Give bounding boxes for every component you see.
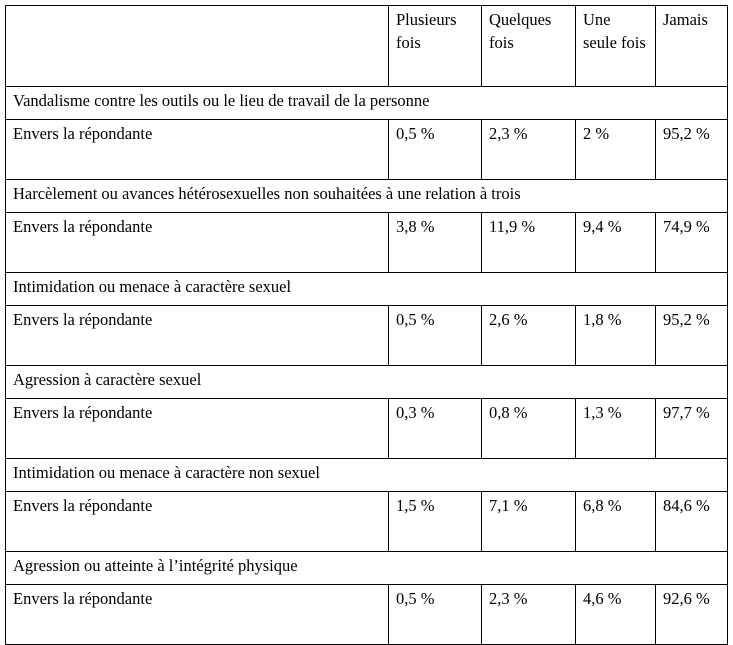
table-row [6, 399, 728, 459]
value-une-seule-fois: 6,8 % [576, 492, 656, 552]
value-quelques-fois: 2,3 % [482, 120, 576, 180]
header-jamais: Jamais [656, 6, 728, 87]
section-row [6, 366, 728, 399]
value-plusieurs-fois: 0,5 % [389, 585, 482, 645]
value-une-seule-fois: 1,8 % [576, 306, 656, 366]
value-jamais: 95,2 % [656, 120, 728, 180]
value-jamais: 95,2 % [656, 306, 728, 366]
value-une-seule-fois: 9,4 % [576, 213, 656, 273]
value-jamais: 97,7 % [656, 399, 728, 459]
header-empty-cell [6, 6, 389, 87]
section-title: Vandalisme contre les outils ou le lieu de travail de la personne [6, 87, 728, 120]
section-row [6, 87, 728, 120]
row-label: Envers la répondante [6, 213, 389, 273]
section-title: Intimidation ou menace à caractère sexuel [6, 273, 728, 306]
value-une-seule-fois: 4,6 % [576, 585, 656, 645]
section-row [6, 552, 728, 585]
row-label: Envers la répondante [6, 585, 389, 645]
table-row [6, 120, 728, 180]
value-jamais: 92,6 % [656, 585, 728, 645]
value-plusieurs-fois: 1,5 % [389, 492, 482, 552]
table-row [6, 306, 728, 366]
value-quelques-fois: 2,6 % [482, 306, 576, 366]
row-label: Envers la répondante [6, 306, 389, 366]
row-label: Envers la répondante [6, 120, 389, 180]
value-jamais: 74,9 % [656, 213, 728, 273]
table-row [6, 492, 728, 552]
row-label: Envers la répondante [6, 399, 389, 459]
value-plusieurs-fois: 0,3 % [389, 399, 482, 459]
section-row [6, 273, 728, 306]
section-title: Agression à caractère sexuel [6, 366, 728, 399]
value-quelques-fois: 2,3 % [482, 585, 576, 645]
value-quelques-fois: 11,9 % [482, 213, 576, 273]
section-row [6, 180, 728, 213]
section-title: Intimidation ou menace à caractère non sexuel [6, 459, 728, 492]
section-title: Agression ou atteinte à l’intégrité physique [6, 552, 728, 585]
table-body [6, 6, 728, 645]
frequency-table [5, 5, 728, 645]
value-plusieurs-fois: 0,5 % [389, 120, 482, 180]
header-une-seule-fois: Une seule fois [576, 6, 656, 87]
value-une-seule-fois: 2 % [576, 120, 656, 180]
header-row [6, 6, 728, 87]
table-row [6, 213, 728, 273]
value-jamais: 84,6 % [656, 492, 728, 552]
header-plusieurs-fois: Plusieurs fois [389, 6, 482, 87]
value-quelques-fois: 7,1 % [482, 492, 576, 552]
section-row [6, 459, 728, 492]
value-plusieurs-fois: 0,5 % [389, 306, 482, 366]
header-quelques-fois: Quelques fois [482, 6, 576, 87]
value-quelques-fois: 0,8 % [482, 399, 576, 459]
value-une-seule-fois: 1,3 % [576, 399, 656, 459]
section-title: Harcèlement ou avances hétérosexuelles non souhaitées à une relation à trois [6, 180, 728, 213]
row-label: Envers la répondante [6, 492, 389, 552]
table-row [6, 585, 728, 645]
value-plusieurs-fois: 3,8 % [389, 213, 482, 273]
